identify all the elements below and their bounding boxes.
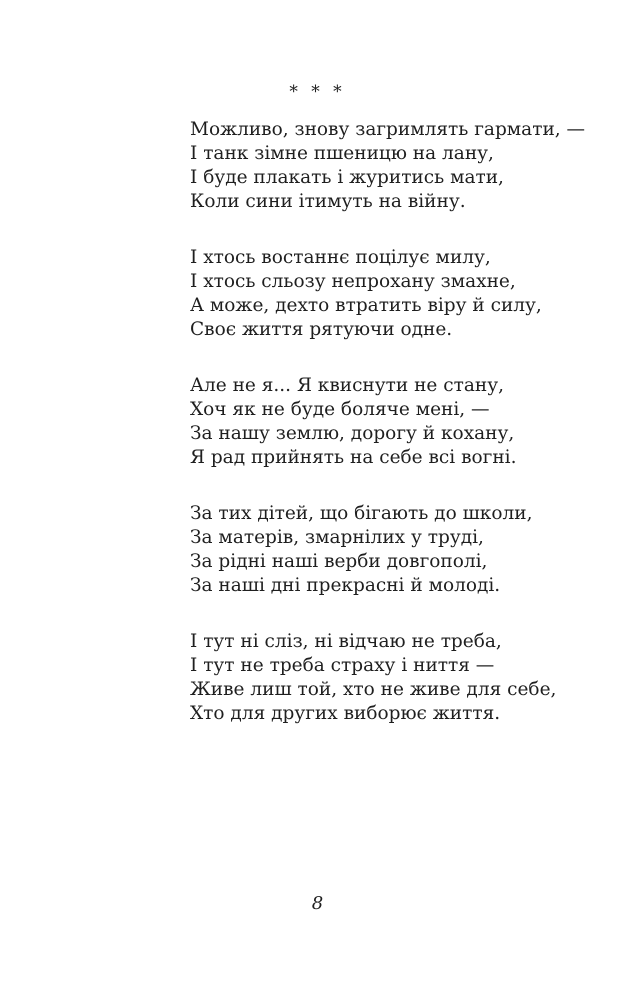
poem-line: Хто для других виборює життя. xyxy=(190,703,501,724)
poem-line: Хоч як не буде боляче мені, — xyxy=(190,399,490,420)
poem-line: Своє життя рятуючи одне. xyxy=(190,319,453,340)
poem-line: За рідні наші верби довгополі, xyxy=(190,551,488,572)
poem-line: І тут не треба страху і ниття — xyxy=(190,655,495,676)
page-number: 8 xyxy=(311,893,324,914)
poem-line: За нашу землю, дорогу й кохану, xyxy=(190,423,515,444)
poem-line: Можливо, знову загримлять гармати, — xyxy=(190,119,586,140)
stanza-3 xyxy=(190,374,610,470)
stanza-1 xyxy=(190,118,610,214)
poem-line: Я рад прийнять на себе всі вогні. xyxy=(190,447,517,468)
poem-line: І буде плакать і журитись мати, xyxy=(190,167,504,188)
poem-line: І хтось сльозу непрохану змахне, xyxy=(190,271,516,292)
stanza-4 xyxy=(190,502,610,598)
section-ornament: * * * xyxy=(289,82,346,102)
stanza-2 xyxy=(190,246,610,342)
poem-line: А може, дехто втратить віру й силу, xyxy=(190,295,542,316)
poem-line: І танк зімне пшеницю на лану, xyxy=(190,143,494,164)
poem-line: Живе лиш той, хто не живе для себе, xyxy=(190,679,557,700)
poem-line: Але не я... Я квиснути не стану, xyxy=(190,375,504,396)
poem-line: І тут ні сліз, ні відчаю не треба, xyxy=(190,631,502,652)
poem xyxy=(190,118,610,758)
stanza-5 xyxy=(190,630,610,726)
poem-line: Коли сини ітимуть на війну. xyxy=(190,191,466,212)
poem-line: За матерів, змарнілих у труді, xyxy=(190,527,484,548)
poem-line: За наші дні прекрасні й молоді. xyxy=(190,575,501,596)
poem-line: І хтось востаннє поцілує милу, xyxy=(190,247,491,268)
poem-line: За тих дітей, що бігають до школи, xyxy=(190,503,533,524)
